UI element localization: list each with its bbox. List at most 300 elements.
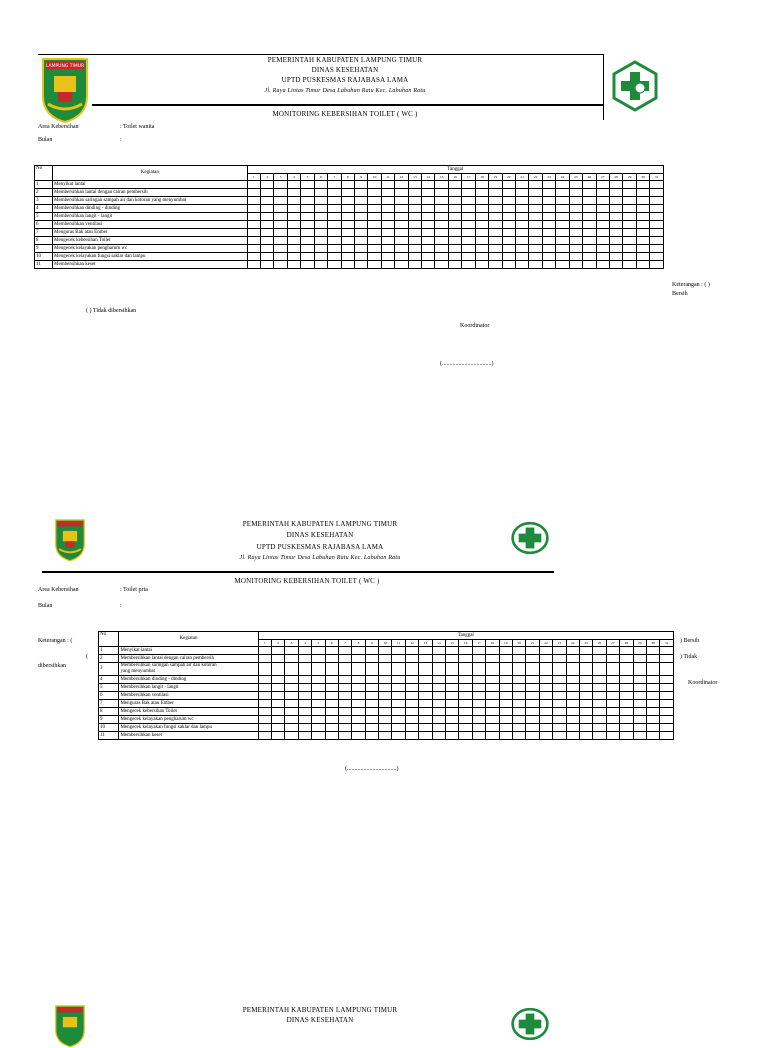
- check-cell[interactable]: [338, 647, 351, 655]
- check-cell[interactable]: [285, 732, 298, 740]
- check-cell[interactable]: [352, 647, 365, 655]
- check-cell[interactable]: [472, 700, 485, 708]
- check-cell[interactable]: [556, 197, 569, 205]
- check-cell[interactable]: [368, 213, 381, 221]
- check-cell[interactable]: [499, 692, 512, 700]
- check-cell[interactable]: [247, 189, 260, 197]
- check-cell[interactable]: [596, 181, 609, 189]
- check-cell[interactable]: [271, 663, 284, 676]
- check-cell[interactable]: [526, 676, 539, 684]
- check-cell[interactable]: [258, 692, 271, 700]
- check-cell[interactable]: [636, 253, 649, 261]
- check-cell[interactable]: [633, 647, 646, 655]
- check-cell[interactable]: [258, 655, 271, 663]
- check-cell[interactable]: [338, 655, 351, 663]
- check-cell[interactable]: [650, 237, 664, 245]
- check-cell[interactable]: [258, 647, 271, 655]
- check-cell[interactable]: [301, 261, 314, 269]
- check-cell[interactable]: [539, 676, 552, 684]
- check-cell[interactable]: [247, 253, 260, 261]
- check-cell[interactable]: [502, 205, 515, 213]
- check-cell[interactable]: [583, 237, 596, 245]
- check-cell[interactable]: [408, 189, 421, 197]
- check-cell[interactable]: [579, 692, 592, 700]
- check-cell[interactable]: [314, 229, 327, 237]
- check-cell[interactable]: [419, 676, 432, 684]
- check-cell[interactable]: [271, 700, 284, 708]
- check-cell[interactable]: [569, 229, 582, 237]
- check-cell[interactable]: [620, 655, 633, 663]
- check-cell[interactable]: [314, 197, 327, 205]
- check-cell[interactable]: [338, 700, 351, 708]
- check-cell[interactable]: [247, 221, 260, 229]
- check-cell[interactable]: [312, 663, 325, 676]
- check-cell[interactable]: [365, 716, 378, 724]
- check-cell[interactable]: [459, 700, 472, 708]
- check-cell[interactable]: [258, 700, 271, 708]
- check-cell[interactable]: [446, 692, 459, 700]
- check-cell[interactable]: [341, 245, 354, 253]
- check-cell[interactable]: [448, 221, 461, 229]
- check-cell[interactable]: [459, 692, 472, 700]
- check-cell[interactable]: [419, 692, 432, 700]
- check-cell[interactable]: [301, 237, 314, 245]
- check-cell[interactable]: [274, 221, 287, 229]
- check-cell[interactable]: [405, 647, 418, 655]
- check-cell[interactable]: [301, 189, 314, 197]
- check-cell[interactable]: [660, 676, 674, 684]
- check-cell[interactable]: [579, 724, 592, 732]
- check-cell[interactable]: [636, 189, 649, 197]
- check-cell[interactable]: [650, 245, 664, 253]
- check-cell[interactable]: [341, 237, 354, 245]
- check-cell[interactable]: [583, 181, 596, 189]
- check-cell[interactable]: [274, 213, 287, 221]
- check-cell[interactable]: [405, 708, 418, 716]
- check-cell[interactable]: [472, 684, 485, 692]
- check-cell[interactable]: [368, 245, 381, 253]
- check-cell[interactable]: [258, 676, 271, 684]
- check-cell[interactable]: [365, 700, 378, 708]
- check-cell[interactable]: [379, 724, 392, 732]
- check-cell[interactable]: [258, 684, 271, 692]
- check-cell[interactable]: [499, 732, 512, 740]
- check-cell[interactable]: [354, 189, 367, 197]
- check-cell[interactable]: [328, 205, 341, 213]
- check-cell[interactable]: [448, 181, 461, 189]
- check-cell[interactable]: [526, 663, 539, 676]
- check-cell[interactable]: [633, 716, 646, 724]
- check-cell[interactable]: [606, 663, 619, 676]
- check-cell[interactable]: [301, 221, 314, 229]
- check-cell[interactable]: [489, 205, 502, 213]
- check-cell[interactable]: [392, 655, 405, 663]
- check-cell[interactable]: [341, 221, 354, 229]
- check-cell[interactable]: [623, 229, 636, 237]
- check-cell[interactable]: [325, 663, 338, 676]
- check-cell[interactable]: [368, 237, 381, 245]
- check-cell[interactable]: [298, 647, 311, 655]
- check-cell[interactable]: [606, 708, 619, 716]
- check-cell[interactable]: [392, 700, 405, 708]
- check-cell[interactable]: [395, 197, 408, 205]
- check-cell[interactable]: [489, 237, 502, 245]
- check-cell[interactable]: [502, 229, 515, 237]
- check-cell[interactable]: [435, 189, 448, 197]
- check-cell[interactable]: [556, 189, 569, 197]
- check-cell[interactable]: [392, 647, 405, 655]
- check-cell[interactable]: [365, 676, 378, 684]
- check-cell[interactable]: [539, 716, 552, 724]
- check-cell[interactable]: [301, 245, 314, 253]
- check-cell[interactable]: [325, 684, 338, 692]
- check-cell[interactable]: [542, 261, 555, 269]
- check-cell[interactable]: [516, 221, 529, 229]
- check-cell[interactable]: [623, 261, 636, 269]
- check-cell[interactable]: [247, 261, 260, 269]
- check-cell[interactable]: [446, 708, 459, 716]
- check-cell[interactable]: [569, 205, 582, 213]
- check-cell[interactable]: [395, 237, 408, 245]
- check-cell[interactable]: [274, 205, 287, 213]
- check-cell[interactable]: [650, 229, 664, 237]
- check-cell[interactable]: [271, 684, 284, 692]
- check-cell[interactable]: [566, 708, 579, 716]
- check-cell[interactable]: [526, 724, 539, 732]
- check-cell[interactable]: [609, 221, 622, 229]
- check-cell[interactable]: [472, 647, 485, 655]
- check-cell[interactable]: [499, 676, 512, 684]
- check-cell[interactable]: [435, 197, 448, 205]
- check-cell[interactable]: [486, 676, 499, 684]
- check-cell[interactable]: [502, 197, 515, 205]
- check-cell[interactable]: [553, 663, 566, 676]
- check-cell[interactable]: [569, 181, 582, 189]
- check-cell[interactable]: [660, 700, 674, 708]
- check-cell[interactable]: [352, 663, 365, 676]
- check-cell[interactable]: [352, 692, 365, 700]
- check-cell[interactable]: [341, 261, 354, 269]
- check-cell[interactable]: [596, 237, 609, 245]
- check-cell[interactable]: [526, 684, 539, 692]
- check-cell[interactable]: [459, 708, 472, 716]
- check-cell[interactable]: [620, 700, 633, 708]
- check-cell[interactable]: [448, 213, 461, 221]
- check-cell[interactable]: [556, 205, 569, 213]
- check-cell[interactable]: [623, 221, 636, 229]
- check-cell[interactable]: [301, 197, 314, 205]
- check-cell[interactable]: [579, 684, 592, 692]
- check-cell[interactable]: [274, 261, 287, 269]
- check-cell[interactable]: [379, 655, 392, 663]
- check-cell[interactable]: [405, 655, 418, 663]
- check-cell[interactable]: [285, 708, 298, 716]
- check-cell[interactable]: [566, 676, 579, 684]
- check-cell[interactable]: [368, 197, 381, 205]
- check-cell[interactable]: [247, 245, 260, 253]
- check-cell[interactable]: [261, 229, 274, 237]
- check-cell[interactable]: [526, 692, 539, 700]
- check-cell[interactable]: [274, 189, 287, 197]
- check-cell[interactable]: [633, 724, 646, 732]
- check-cell[interactable]: [379, 676, 392, 684]
- check-cell[interactable]: [593, 724, 606, 732]
- check-cell[interactable]: [475, 237, 488, 245]
- check-cell[interactable]: [475, 197, 488, 205]
- check-cell[interactable]: [325, 647, 338, 655]
- check-cell[interactable]: [609, 237, 622, 245]
- check-cell[interactable]: [432, 700, 445, 708]
- check-cell[interactable]: [596, 197, 609, 205]
- check-cell[interactable]: [261, 205, 274, 213]
- check-cell[interactable]: [405, 684, 418, 692]
- check-cell[interactable]: [314, 261, 327, 269]
- check-cell[interactable]: [287, 221, 300, 229]
- check-cell[interactable]: [368, 229, 381, 237]
- check-cell[interactable]: [287, 237, 300, 245]
- check-cell[interactable]: [446, 684, 459, 692]
- check-cell[interactable]: [650, 261, 664, 269]
- check-cell[interactable]: [516, 229, 529, 237]
- check-cell[interactable]: [489, 221, 502, 229]
- check-cell[interactable]: [285, 684, 298, 692]
- check-cell[interactable]: [569, 261, 582, 269]
- check-cell[interactable]: [419, 655, 432, 663]
- check-cell[interactable]: [620, 647, 633, 655]
- check-cell[interactable]: [502, 189, 515, 197]
- check-cell[interactable]: [620, 684, 633, 692]
- check-cell[interactable]: [609, 181, 622, 189]
- check-cell[interactable]: [529, 213, 542, 221]
- check-cell[interactable]: [475, 213, 488, 221]
- check-cell[interactable]: [446, 647, 459, 655]
- check-cell[interactable]: [462, 253, 475, 261]
- check-cell[interactable]: [475, 245, 488, 253]
- check-cell[interactable]: [405, 724, 418, 732]
- check-cell[interactable]: [354, 253, 367, 261]
- check-cell[interactable]: [583, 221, 596, 229]
- check-cell[interactable]: [650, 253, 664, 261]
- check-cell[interactable]: [287, 245, 300, 253]
- check-cell[interactable]: [539, 700, 552, 708]
- check-cell[interactable]: [422, 197, 435, 205]
- check-cell[interactable]: [379, 716, 392, 724]
- check-cell[interactable]: [432, 647, 445, 655]
- check-cell[interactable]: [381, 205, 394, 213]
- check-cell[interactable]: [516, 181, 529, 189]
- check-cell[interactable]: [636, 229, 649, 237]
- check-cell[interactable]: [539, 732, 552, 740]
- check-cell[interactable]: [247, 213, 260, 221]
- check-cell[interactable]: [596, 205, 609, 213]
- check-cell[interactable]: [432, 663, 445, 676]
- check-cell[interactable]: [472, 663, 485, 676]
- check-cell[interactable]: [650, 213, 664, 221]
- check-cell[interactable]: [502, 237, 515, 245]
- check-cell[interactable]: [432, 684, 445, 692]
- check-cell[interactable]: [392, 708, 405, 716]
- check-cell[interactable]: [328, 189, 341, 197]
- check-cell[interactable]: [408, 181, 421, 189]
- check-cell[interactable]: [636, 205, 649, 213]
- check-cell[interactable]: [354, 237, 367, 245]
- check-cell[interactable]: [462, 197, 475, 205]
- check-cell[interactable]: [365, 647, 378, 655]
- check-cell[interactable]: [516, 237, 529, 245]
- check-cell[interactable]: [499, 716, 512, 724]
- check-cell[interactable]: [287, 253, 300, 261]
- check-cell[interactable]: [381, 253, 394, 261]
- check-cell[interactable]: [328, 221, 341, 229]
- check-cell[interactable]: [446, 676, 459, 684]
- check-cell[interactable]: [301, 213, 314, 221]
- check-cell[interactable]: [271, 692, 284, 700]
- check-cell[interactable]: [368, 189, 381, 197]
- check-cell[interactable]: [328, 181, 341, 189]
- check-cell[interactable]: [432, 732, 445, 740]
- check-cell[interactable]: [636, 213, 649, 221]
- check-cell[interactable]: [419, 663, 432, 676]
- check-cell[interactable]: [419, 700, 432, 708]
- check-cell[interactable]: [516, 213, 529, 221]
- check-cell[interactable]: [593, 663, 606, 676]
- check-cell[interactable]: [271, 732, 284, 740]
- check-cell[interactable]: [379, 708, 392, 716]
- check-cell[interactable]: [633, 732, 646, 740]
- check-cell[interactable]: [593, 700, 606, 708]
- check-cell[interactable]: [338, 732, 351, 740]
- check-cell[interactable]: [325, 732, 338, 740]
- check-cell[interactable]: [623, 197, 636, 205]
- check-cell[interactable]: [314, 205, 327, 213]
- check-cell[interactable]: [499, 724, 512, 732]
- check-cell[interactable]: [566, 700, 579, 708]
- check-cell[interactable]: [650, 181, 664, 189]
- check-cell[interactable]: [539, 724, 552, 732]
- check-cell[interactable]: [489, 261, 502, 269]
- check-cell[interactable]: [405, 716, 418, 724]
- check-cell[interactable]: [338, 684, 351, 692]
- check-cell[interactable]: [338, 708, 351, 716]
- check-cell[interactable]: [408, 213, 421, 221]
- check-cell[interactable]: [446, 700, 459, 708]
- check-cell[interactable]: [569, 245, 582, 253]
- check-cell[interactable]: [395, 205, 408, 213]
- check-cell[interactable]: [566, 692, 579, 700]
- check-cell[interactable]: [405, 732, 418, 740]
- check-cell[interactable]: [365, 692, 378, 700]
- check-cell[interactable]: [462, 221, 475, 229]
- check-cell[interactable]: [352, 724, 365, 732]
- check-cell[interactable]: [646, 700, 659, 708]
- check-cell[interactable]: [579, 676, 592, 684]
- check-cell[interactable]: [486, 724, 499, 732]
- check-cell[interactable]: [462, 213, 475, 221]
- check-cell[interactable]: [660, 655, 674, 663]
- check-cell[interactable]: [633, 676, 646, 684]
- check-cell[interactable]: [274, 197, 287, 205]
- check-cell[interactable]: [529, 189, 542, 197]
- check-cell[interactable]: [354, 205, 367, 213]
- check-cell[interactable]: [405, 700, 418, 708]
- check-cell[interactable]: [325, 655, 338, 663]
- check-cell[interactable]: [432, 655, 445, 663]
- check-cell[interactable]: [596, 221, 609, 229]
- check-cell[interactable]: [352, 708, 365, 716]
- check-cell[interactable]: [392, 732, 405, 740]
- check-cell[interactable]: [459, 716, 472, 724]
- check-cell[interactable]: [312, 684, 325, 692]
- check-cell[interactable]: [408, 221, 421, 229]
- check-cell[interactable]: [566, 732, 579, 740]
- check-cell[interactable]: [271, 655, 284, 663]
- check-cell[interactable]: [422, 245, 435, 253]
- check-cell[interactable]: [583, 229, 596, 237]
- check-cell[interactable]: [513, 708, 526, 716]
- check-cell[interactable]: [435, 261, 448, 269]
- check-cell[interactable]: [633, 692, 646, 700]
- check-cell[interactable]: [422, 253, 435, 261]
- check-cell[interactable]: [623, 213, 636, 221]
- check-cell[interactable]: [620, 692, 633, 700]
- check-cell[interactable]: [636, 181, 649, 189]
- check-cell[interactable]: [579, 708, 592, 716]
- check-cell[interactable]: [405, 676, 418, 684]
- check-cell[interactable]: [529, 261, 542, 269]
- check-cell[interactable]: [247, 181, 260, 189]
- check-cell[interactable]: [422, 189, 435, 197]
- check-cell[interactable]: [312, 647, 325, 655]
- check-cell[interactable]: [261, 221, 274, 229]
- check-cell[interactable]: [593, 692, 606, 700]
- check-cell[interactable]: [489, 253, 502, 261]
- check-cell[interactable]: [529, 205, 542, 213]
- check-cell[interactable]: [422, 237, 435, 245]
- check-cell[interactable]: [354, 197, 367, 205]
- check-cell[interactable]: [486, 716, 499, 724]
- check-cell[interactable]: [579, 647, 592, 655]
- check-cell[interactable]: [287, 213, 300, 221]
- check-cell[interactable]: [395, 245, 408, 253]
- check-cell[interactable]: [472, 655, 485, 663]
- check-cell[interactable]: [486, 684, 499, 692]
- check-cell[interactable]: [489, 229, 502, 237]
- check-cell[interactable]: [529, 197, 542, 205]
- check-cell[interactable]: [285, 676, 298, 684]
- check-cell[interactable]: [502, 253, 515, 261]
- check-cell[interactable]: [354, 245, 367, 253]
- check-cell[interactable]: [287, 197, 300, 205]
- check-cell[interactable]: [392, 724, 405, 732]
- check-cell[interactable]: [419, 724, 432, 732]
- check-cell[interactable]: [513, 684, 526, 692]
- check-cell[interactable]: [516, 245, 529, 253]
- check-cell[interactable]: [408, 229, 421, 237]
- check-cell[interactable]: [553, 655, 566, 663]
- check-cell[interactable]: [606, 692, 619, 700]
- check-cell[interactable]: [583, 205, 596, 213]
- check-cell[interactable]: [579, 700, 592, 708]
- check-cell[interactable]: [593, 708, 606, 716]
- check-cell[interactable]: [646, 708, 659, 716]
- check-cell[interactable]: [365, 732, 378, 740]
- check-cell[interactable]: [472, 708, 485, 716]
- check-cell[interactable]: [650, 197, 664, 205]
- check-cell[interactable]: [462, 181, 475, 189]
- check-cell[interactable]: [312, 676, 325, 684]
- check-cell[interactable]: [271, 676, 284, 684]
- check-cell[interactable]: [623, 237, 636, 245]
